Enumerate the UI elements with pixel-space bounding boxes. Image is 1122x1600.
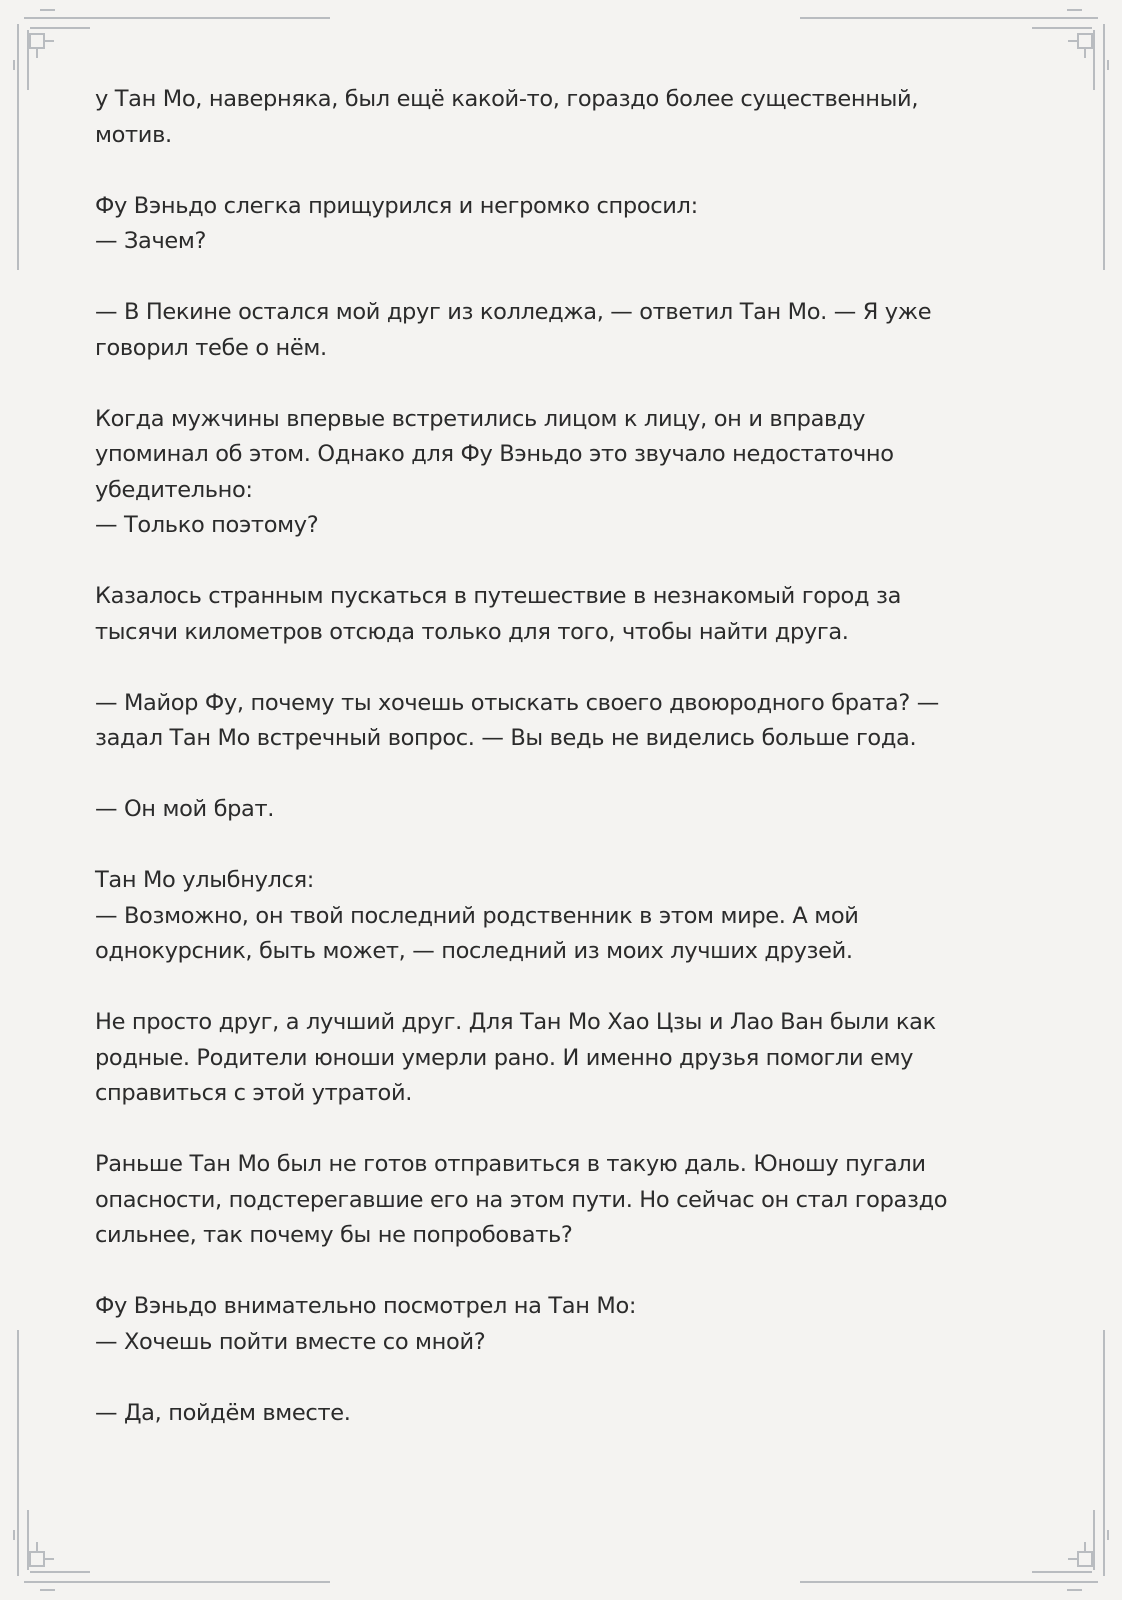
story-text [95, 82, 1015, 1467]
paragraph [95, 82, 1015, 153]
paragraph [95, 402, 1015, 544]
text-line: — Он мой брат. [95, 796, 275, 822]
paragraph [95, 295, 1015, 366]
paragraph [95, 579, 1015, 650]
text-line: — Майор Фу, почему ты хочешь отыскать своего двоюродного брата? — [95, 689, 939, 716]
text-line: — Зачем? [95, 228, 207, 254]
text-line: — Возможно, он твой последний родственник в этом мире. А мой [95, 902, 859, 929]
paragraph [95, 1147, 1015, 1254]
paragraph [95, 1005, 1015, 1112]
text-line: Фу Вэньдо слегка прищурился и негромко спросил: [95, 192, 698, 219]
text-line: Тан Мо улыбнулся: [95, 867, 315, 893]
text-line: — Только поэтому? [95, 512, 319, 538]
text-line: Не просто друг, а лучший друг. Для Тан Мо Хао Цзы и Лао Ван были как [95, 1009, 936, 1035]
text-line: Когда мужчины впервые встретились лицом к лицу, он и вправду [95, 405, 866, 432]
paragraph [95, 1396, 1015, 1432]
text-line: родные. Родители юноши умерли рано. И именно друзья помогли ему [95, 1044, 914, 1071]
paragraph [95, 686, 1015, 757]
text-line: убедительно: [95, 476, 253, 503]
text-line: — Да, пойдём вместе. [95, 1399, 351, 1426]
text-line: однокурсник, быть может, — последний из моих лучших друзей. [95, 938, 853, 964]
text-line: сильнее, так почему бы не попробовать? [95, 1222, 573, 1248]
text-line: Раньше Тан Мо был не готов отправиться в такую даль. Юношу пугали [95, 1151, 926, 1177]
text-line: у Тан Мо, наверняка, был ещё какой-то, гораздо более существенный, [95, 86, 919, 112]
text-line: тысячи километров отсюда только для того, чтобы найти друга. [95, 618, 849, 645]
text-line: мотив. [95, 121, 172, 148]
text-line: — Хочешь пойти вместе со мной? [95, 1328, 486, 1355]
paragraph [95, 189, 1015, 260]
paragraph [95, 792, 1015, 828]
text-line: справиться с этой утратой. [95, 1080, 413, 1106]
text-line: опасности, подстерегавшие его на этом пути. Но сейчас он стал гораздо [95, 1186, 948, 1213]
text-line: говорил тебе о нём. [95, 334, 327, 361]
text-line: упоминал об этом. Однако для Фу Вэньдо это звучало недостаточно [95, 441, 894, 467]
text-line: Казалось странным пускаться в путешествие в незнакомый город за [95, 583, 902, 609]
text-line: Фу Вэньдо внимательно посмотрел на Тан Мо: [95, 1293, 637, 1319]
text-line: — В Пекине остался мой друг из колледжа, — ответил Тан Мо. — Я уже [95, 299, 932, 325]
paragraph [95, 1289, 1015, 1360]
text-line: задал Тан Мо встречный вопрос. — Вы ведь не виделись больше года. [95, 725, 917, 751]
paragraph [95, 863, 1015, 970]
